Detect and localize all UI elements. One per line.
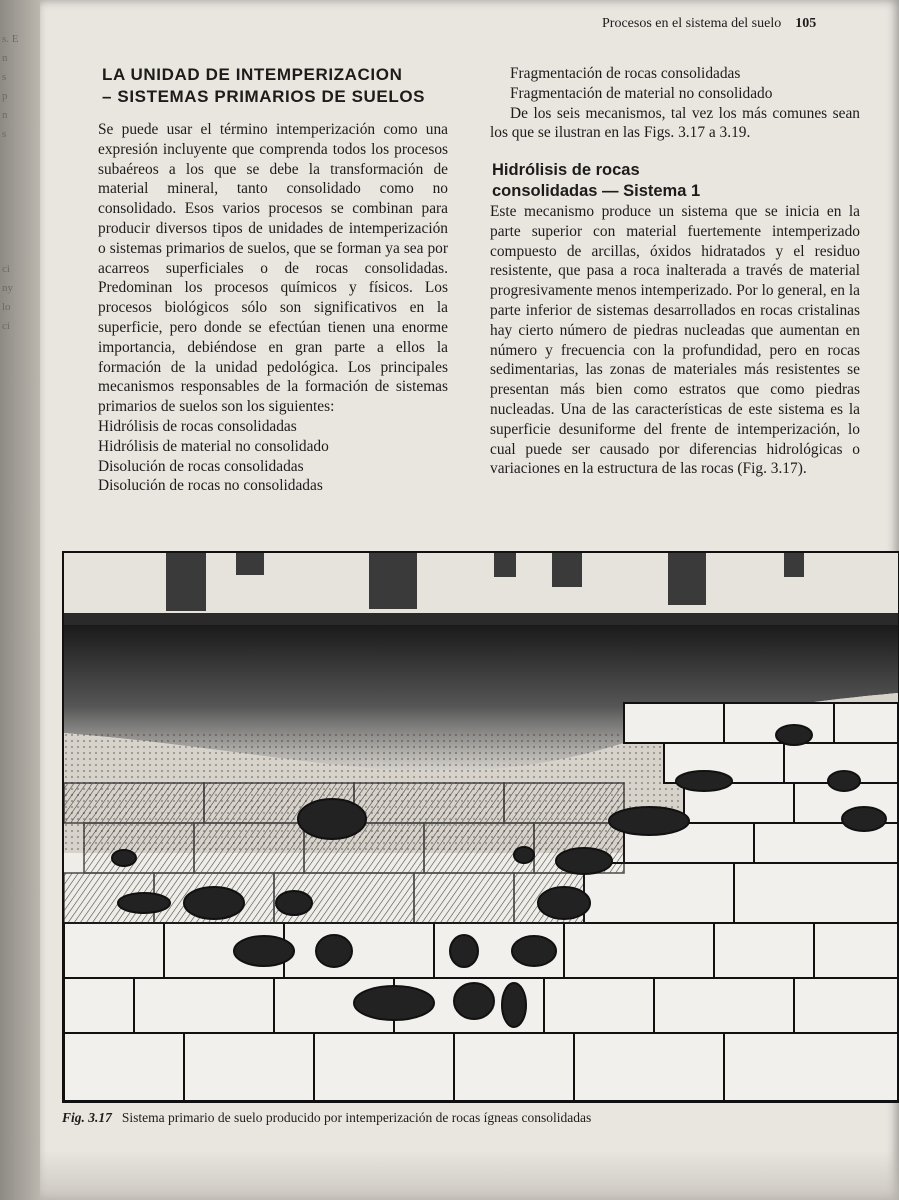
running-title: Procesos en el sistema del suelo <box>602 16 782 31</box>
subsection-heading <box>492 160 852 202</box>
subsection-heading-line2: consolidadas — Sistema 1 <box>492 182 701 200</box>
mechanism-item: Disolución de rocas consolidadas <box>98 457 304 475</box>
intro-paragraph: De los seis mecanismos, tal vez los más comunes sean los que se ilustran en las Figs. 3.17 a 3.19. <box>490 104 860 142</box>
mechanism-item: Disolución de rocas no consolidadas <box>98 477 323 495</box>
right-column-list <box>490 64 860 143</box>
section-heading-line1: LA UNIDAD DE INTEMPERIZACION <box>102 65 403 84</box>
left-paragraph: Se puede usar el término intemperización como una expresión incluyente que comprenda todos los procesos subaéreos a los que se debe la transformación de material mineral, tanto consolidado como no consolidado. Esos varios procesos se combinan para producir diversos tipos de unidades de intemperización o sistemas primarios de suelos, que se forman ya sea por acarreos superficiales o de rocas consolidadas. Predominan los procesos químicos y físicos. Los procesos biológicos sólo son significativos en la superficie, pero donde se efectúan tienen una enorme importancia, debiéndose en gran parte a ellos la formación de la unidad pedológica. Los principales mecanismos responsables de la formación de sistemas primarios de suelos son los siguientes: <box>98 121 448 416</box>
section-heading <box>102 64 462 108</box>
section-heading-line2: – SISTEMAS PRIMARIOS DE SUELOS <box>102 87 426 106</box>
mechanism-item: Hidrólisis de material no consolidado <box>98 437 329 455</box>
body-paragraph: Este mecanismo produce un sistema que se inicia en la parte superior con material fuertemente intemperizado compuesto de arcillas, óxidos hidratados y el residuo resistente, que pasa a roca inalterada a través de material progresivamente menos intemperizado. Por lo general, en la parte inferior de sistemas desarrollados en rocas cristalinas hay cierto número de piedras nucleadas que aumentan en número y frecuencia con la profundidad, pero en rocas sedimentarias, las zonas de materiales más resistentes se presentan más bien como estratos que como piedras nucleadas. Una de las características de este sistema es la superficie desuniforme del frente de intemperización, lo cual puede ser causado por diferencias hidrológicas o variaciones en la estructura de las rocas (Fig. 3.17). <box>490 203 860 478</box>
subsection-heading-line1: Hidrólisis de rocas <box>492 161 640 179</box>
facing-page-edge: s. E n s p n s ci ny lo ci <box>0 0 58 1200</box>
figure-caption <box>62 1110 591 1126</box>
mechanism-item: Hidrólisis de rocas consolidadas <box>98 417 297 435</box>
figure-caption-text: Sistema primario de suelo producido por intemperización de rocas ígneas consolidadas <box>121 1110 592 1125</box>
soil-profile-drawing <box>64 553 898 1101</box>
mechanism-item: Fragmentación de rocas consolidadas <box>510 65 741 82</box>
mechanism-item: Fragmentación de material no consolidado <box>510 84 773 102</box>
page-bottom-shadow <box>40 1150 899 1200</box>
book-page <box>40 0 899 1200</box>
page-number: 105 <box>795 16 817 31</box>
running-header <box>602 16 816 32</box>
left-column <box>98 120 448 496</box>
soil-profile-illustration <box>62 551 899 1103</box>
right-column-body <box>490 202 860 479</box>
figure-label: Fig. 3.17 <box>62 1110 112 1125</box>
